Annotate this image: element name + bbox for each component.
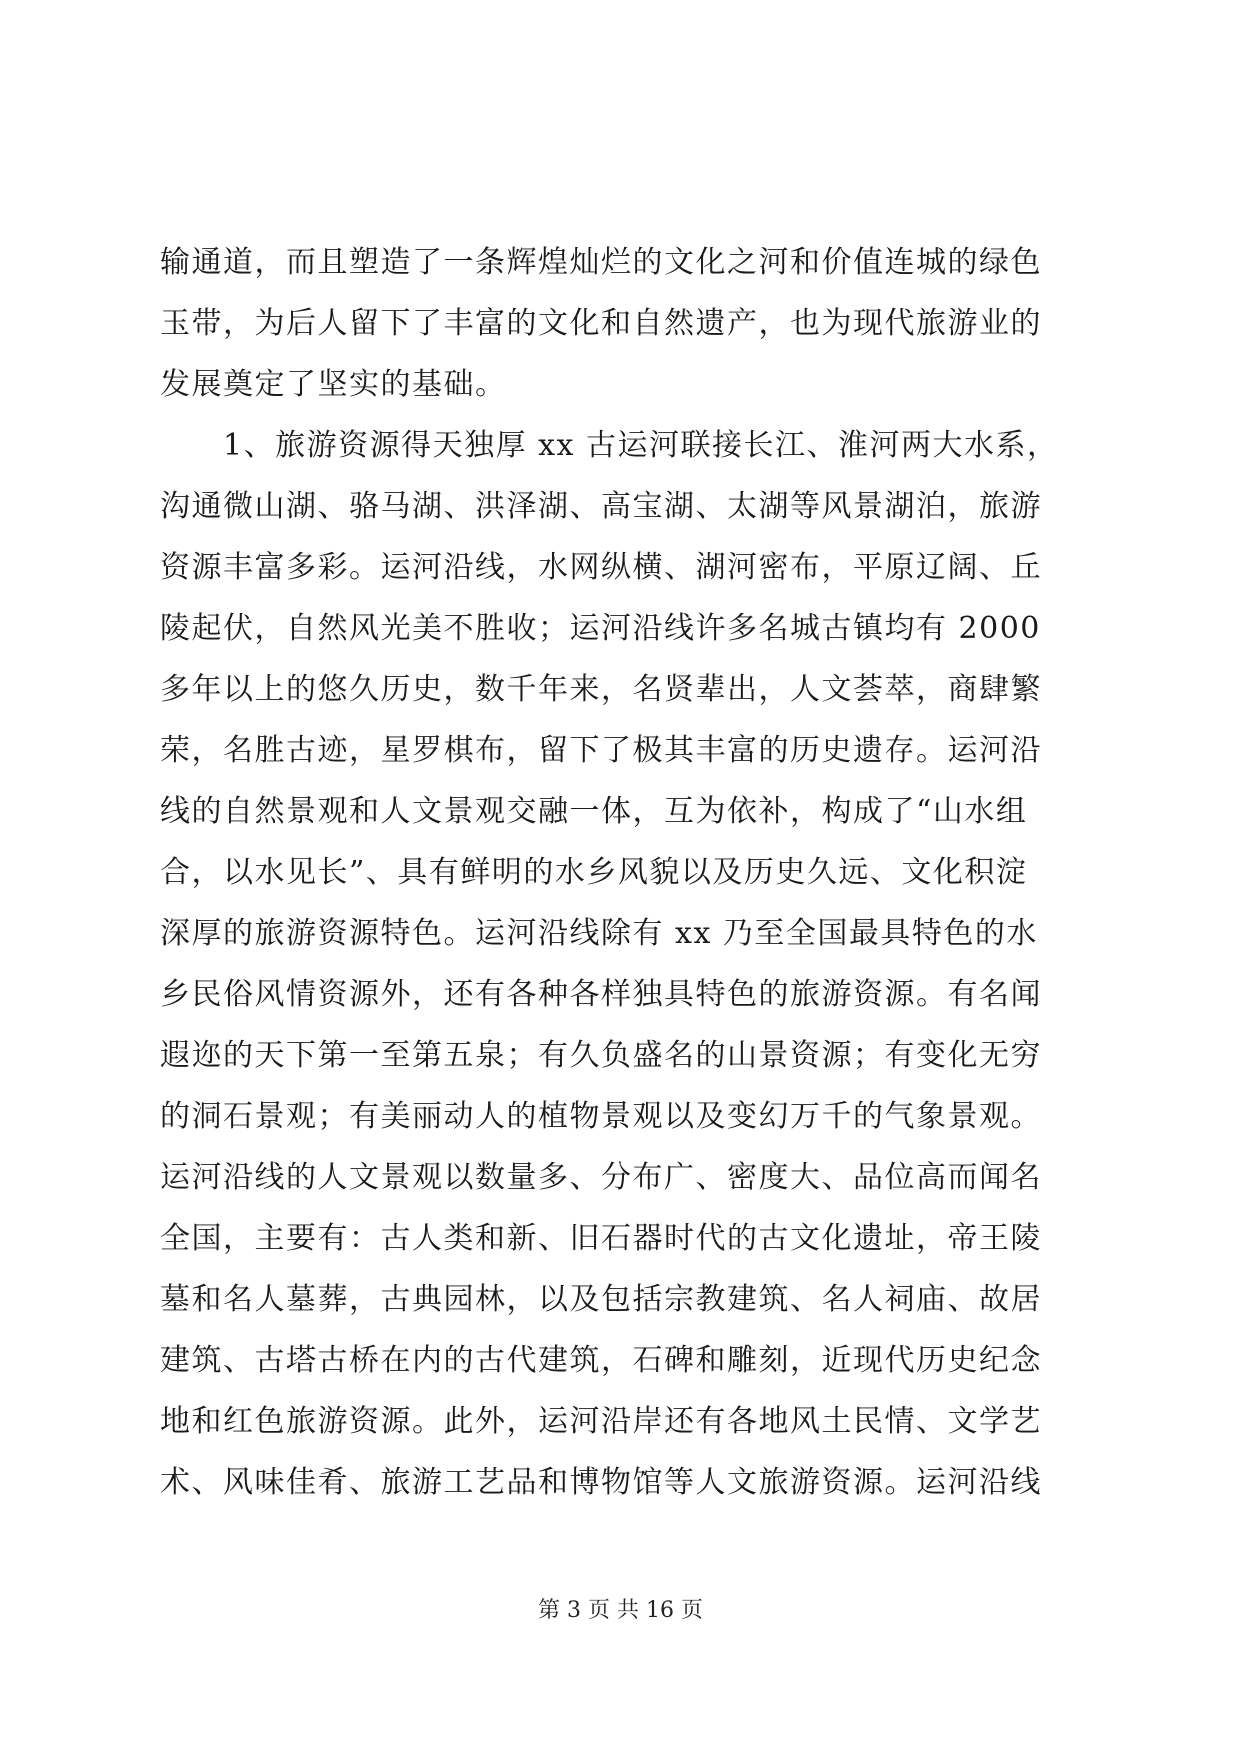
body-text <box>160 232 1080 1513</box>
text-line: 遐迩的天下第一至第五泉；有久负盛名的山景资源；有变化无穷 <box>160 1038 1042 1073</box>
text-line: 全国，主要有：古人类和新、旧石器时代的古文化遗址，帝王陵 <box>160 1221 1042 1256</box>
text-line: 沟通微山湖、骆马湖、洪泽湖、高宝湖、太湖等风景湖泊，旅游 <box>160 489 1042 524</box>
text-line: 地和红色旅游资源。此外，运河沿岸还有各地风土民情、文学艺 <box>160 1404 1042 1439</box>
text-line: 线的自然景观和人文景观交融一体，互为依补，构成了“山水组 <box>160 794 1028 829</box>
text-line: 荣，名胜古迹，星罗棋布，留下了极其丰富的历史遗存。运河沿 <box>160 733 1042 768</box>
text-line: 深厚的旅游资源特色。运河沿线除有 xx 乃至全国最具特色的水 <box>160 916 1038 951</box>
text-line: 的洞石景观；有美丽动人的植物景观以及变幻万千的气象景观。 <box>160 1099 1042 1134</box>
text-line: 乡民俗风情资源外，还有各种各样独具特色的旅游资源。有名闻 <box>160 977 1042 1012</box>
text-line: 建筑、古塔古桥在内的古代建筑，石碑和雕刻，近现代历史纪念 <box>160 1343 1042 1378</box>
text-line: 术、风味佳肴、旅游工艺品和博物馆等人文旅游资源。运河沿线 <box>160 1465 1042 1500</box>
text-line: 墓和名人墓葬，古典园林，以及包括宗教建筑、名人祠庙、故居 <box>160 1282 1042 1317</box>
text-line: 合，以水见长”、具有鲜明的水乡风貌以及历史久远、文化积淀 <box>160 855 1028 890</box>
page-number-footer: 第 3 页 共 16 页 <box>538 1598 703 1623</box>
text-line: 1、旅游资源得天独厚 xx 古运河联接长江、淮河两大水系， <box>160 428 1059 463</box>
text-line: 资源丰富多彩。运河沿线，水网纵横、湖河密布，平原辽阔、丘 <box>160 550 1042 585</box>
text-line: 发展奠定了坚实的基础。 <box>160 367 507 402</box>
text-line: 多年以上的悠久历史，数千年来，名贤辈出，人文荟萃，商肆繁 <box>160 672 1042 707</box>
text-line: 运河沿线的人文景观以数量多、分布广、密度大、品位高而闻名 <box>160 1160 1042 1195</box>
text-line: 输通道，而且塑造了一条辉煌灿烂的文化之河和价值连城的绿色 <box>160 245 1042 280</box>
text-line: 玉带，为后人留下了丰富的文化和自然遗产，也为现代旅游业的 <box>160 306 1042 341</box>
text-line: 陵起伏，自然风光美不胜收；运河沿线许多名城古镇均有 2000 <box>160 611 1041 646</box>
